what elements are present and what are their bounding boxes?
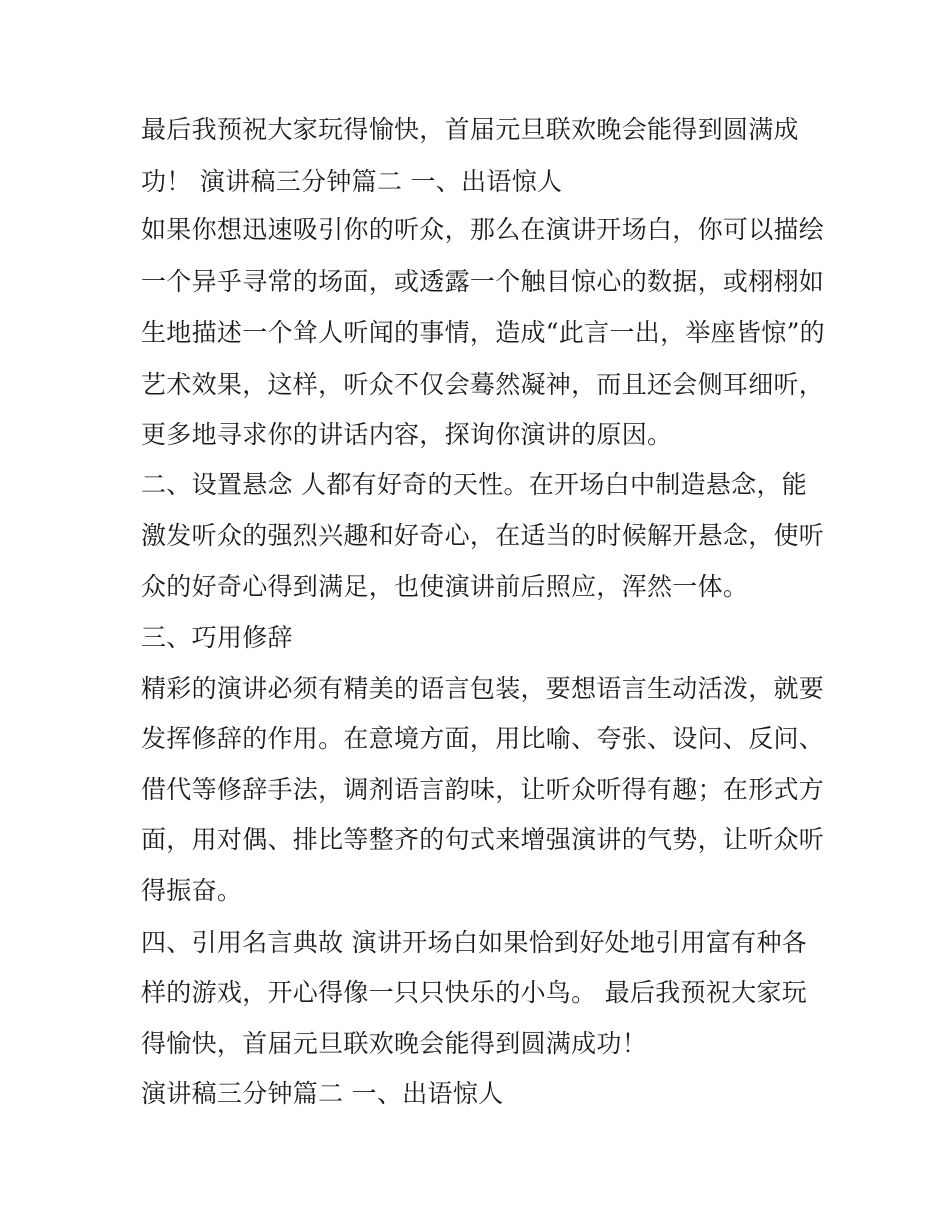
text-line: 功！ 演讲稿三分钟篇二 一、出语惊人 [141,167,563,196]
text-line: 演讲稿三分钟篇二 一、出语惊人 [141,1079,504,1108]
text-line: 如果你想迅速吸引你的听众，那么在演讲开场白，你可以描绘 [141,215,825,244]
text-line: 一个异乎寻常的场面，或透露一个触目惊心的数据，或栩栩如 [141,267,825,296]
text-line: 精彩的演讲必须有精美的语言包装，要想语言生动活泼，就要 [141,674,825,703]
text-line: 样的游戏，开心得像一只只快乐的小鸟。 最后我预祝大家玩 [141,978,808,1007]
text-line: 二、设置悬念 人都有好奇的天性。在开场白中制造悬念，能 [141,470,808,499]
text-line: 面，用对偶、排比等整齐的句式来增强演讲的气势，让听众听 [141,825,825,854]
section-heading: 三、巧用修辞 [141,623,293,652]
text-line: 更多地寻求你的讲话内容，探询你演讲的原因。 [141,420,673,449]
text-line: 众的好奇心得到满足，也使演讲前后照应，浑然一体。 [141,572,749,601]
text-line: 四、引用名言典故 演讲开场白如果恰到好处地引用富有种各 [141,928,808,957]
text-line: 借代等修辞手法，调剂语言韵味，让听众听得有趣；在形式方 [141,775,825,804]
text-line: 得振奋。 [141,876,243,905]
text-line: 艺术效果，这样，听众不仅会蓦然凝神，而且还会侧耳细听， [141,370,825,399]
text-line: 激发听众的强烈兴趣和好奇心，在适当的时候解开悬念，使听 [141,521,825,550]
text-line: 生地描述一个耸人听闻的事情，造成“此言一出，举座皆惊”的 [141,318,825,347]
text-line: 发挥修辞的作用。在意境方面，用比喻、夸张、设问、反问、 [141,724,825,753]
text-line: 最后我预祝大家玩得愉快，首届元旦联欢晚会能得到圆满成 [141,115,799,144]
text-line: 得愉快，首届元旦联欢晚会能得到圆满成功！ [141,1029,648,1058]
